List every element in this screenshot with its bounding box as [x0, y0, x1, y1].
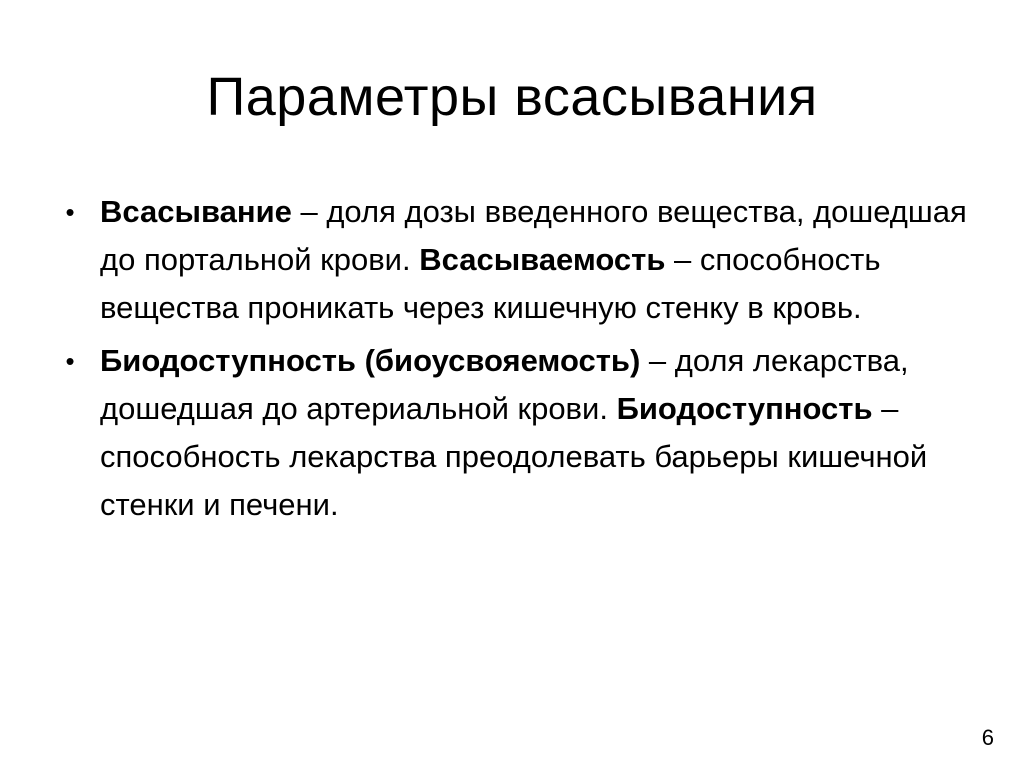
term-absorption: Всасывание [100, 194, 292, 229]
bullet-dot-icon: • [65, 346, 75, 376]
term-bioavailability-2: Биодоступность [616, 391, 873, 426]
bullet-item-absorption [65, 188, 980, 332]
definition-bioavailability-2: – способность лекарства преодолевать барьеры кишечной стенки и печени. [100, 391, 928, 522]
slide-title: Параметры всасывания [206, 67, 818, 127]
term-bioavailability: Биодоступность (биоусвояемость) [100, 343, 641, 378]
definition-absorbability: – способность вещества проникать через кишечную стенку в кровь. [100, 242, 881, 325]
definition-bioavailability: – доля лекарства, дошедшая до артериальной крови. [100, 343, 909, 426]
page-number: 6 [981, 725, 994, 750]
bullet-dot-icon: • [65, 197, 75, 227]
bullet-item-bioavailability [65, 337, 980, 529]
definition-absorption: – доля дозы введенного вещества, дошедшая до портальной крови. [100, 194, 967, 277]
bullet-list [65, 188, 980, 534]
term-absorbability: Всасываемость [419, 242, 666, 277]
